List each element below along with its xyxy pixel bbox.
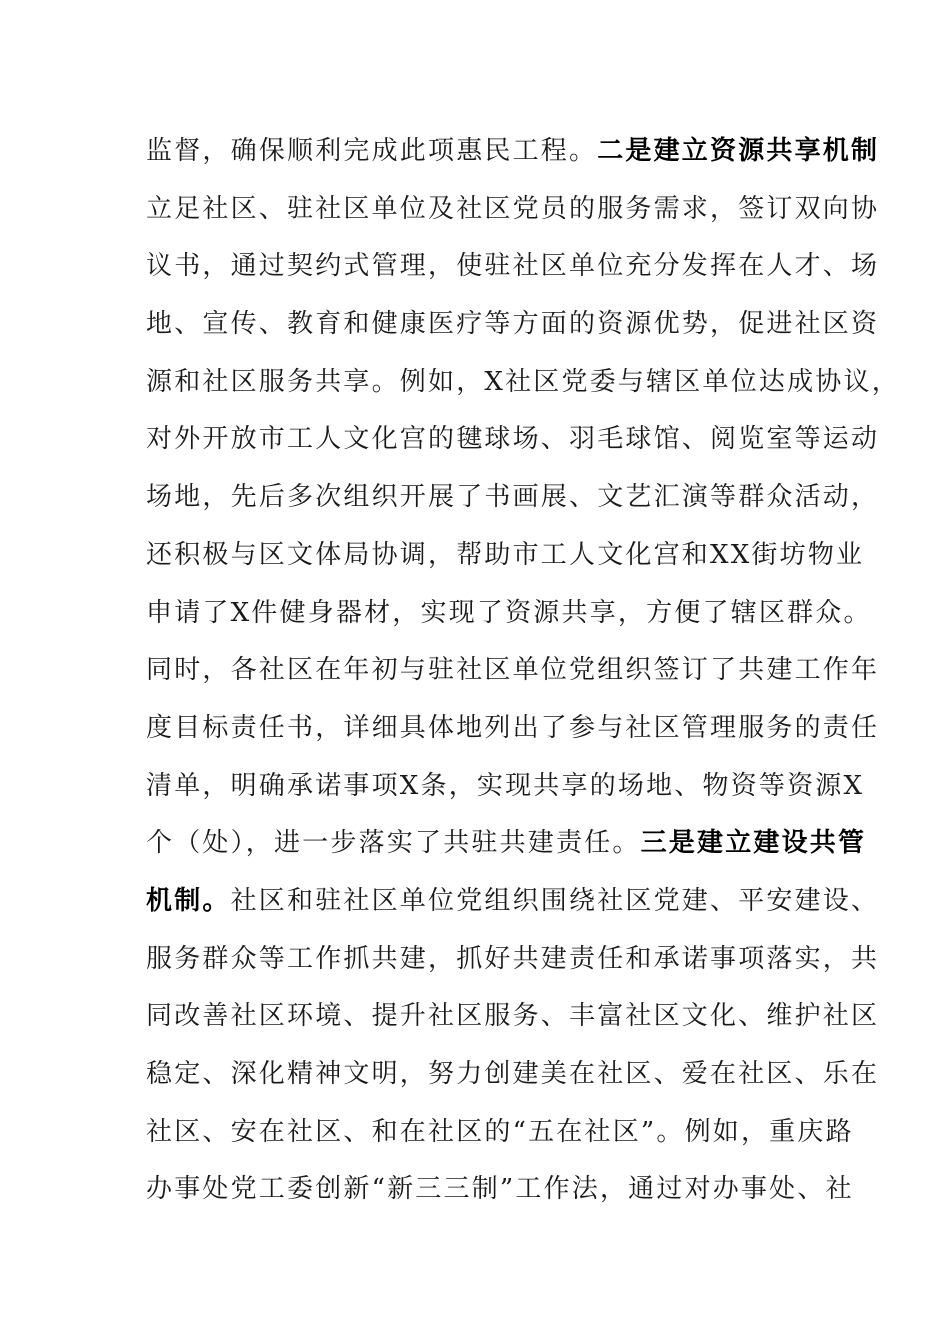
- line-15-text: 服务群众等工作抓共建，抓好共建责任和承诺事项落实，共: [146, 943, 880, 974]
- line-14-post: 社区和驻社区单位党组织围绕社区党建、平安建设、: [230, 885, 880, 916]
- text-line-2: [146, 186, 880, 244]
- text-line-5: [146, 359, 900, 417]
- line-17-text: 稳定、深化精神文明，努力创建美在社区、爱在社区、乐在: [146, 1059, 880, 1089]
- line-7-text: 场地，先后多次组织开展了书画展、文艺汇演等群众活动，: [146, 482, 880, 513]
- text-line-3: [146, 243, 880, 301]
- text-line-11: [146, 705, 880, 763]
- text-line-13: [146, 820, 867, 878]
- text-line-17: [146, 1051, 880, 1109]
- line-1-text: 监督，确保顺利完成此项惠民工程。: [146, 136, 598, 166]
- text-line-4: [146, 301, 880, 359]
- line-1-bold-heading: 二是建立资源共享机制: [597, 136, 880, 166]
- text-line-12: [146, 763, 865, 821]
- line-2-text: 立足社区、驻社区单位及社区党员的服务需求，签订双向协: [146, 193, 880, 224]
- line-11-text: 度目标责任书，详细具体地列出了参与社区管理服务的责任: [146, 712, 880, 743]
- line-5-text: 源和社区服务共享。例如，X社区党委与辖区单位达成协议，: [146, 366, 900, 397]
- line-10-text: 同时，各社区在年初与驻社区单位党组织签订了共建工作年: [146, 655, 880, 686]
- document-body: [146, 128, 900, 1224]
- line-13-bold-heading: 三是建立建设共管: [640, 828, 867, 859]
- line-19-text: 办事处党工委创新“新三三制”工作法，通过对办事处、社: [146, 1174, 854, 1205]
- text-line-1: [146, 128, 880, 186]
- text-line-6: [146, 416, 880, 474]
- text-line-10: [146, 647, 880, 705]
- text-line-19: [146, 1166, 854, 1224]
- line-13-text: 个（处），进一步落实了共驻共建责任。: [146, 828, 641, 859]
- line-12-text: 清单，明确承诺事项X条，实现共享的场地、物资等资源X: [146, 770, 865, 801]
- line-18-text: 社区、安在社区、和在社区的“五在社区”。例如，重庆路: [146, 1116, 854, 1147]
- text-line-14: [146, 878, 880, 936]
- text-line-18: [146, 1109, 854, 1167]
- text-line-16: [146, 993, 880, 1051]
- text-line-15: [146, 936, 880, 994]
- line-9-text: 申请了X件健身器材，实现了资源共享，方便了辖区群众。: [146, 597, 872, 628]
- line-16-text: 同改善社区环境、提升社区服务、丰富社区文化、维护社区: [146, 1001, 880, 1032]
- line-14-bold-heading: 机制。: [146, 885, 231, 916]
- text-line-9: [146, 590, 872, 648]
- line-6-text: 对外开放市工人文化宫的毽球场、羽毛球馆、阅览室等运动: [146, 424, 880, 455]
- text-line-7: [146, 474, 880, 532]
- text-line-8: [146, 532, 865, 590]
- line-4-text: 地、宣传、教育和健康医疗等方面的资源优势，促进社区资: [146, 309, 880, 340]
- line-3-text: 议书，通过契约式管理，使驻社区单位充分发挥在人才、场: [146, 251, 880, 282]
- line-8-text: 还积极与区文体局协调，帮助市工人文化宫和XX街坊物业: [146, 539, 865, 570]
